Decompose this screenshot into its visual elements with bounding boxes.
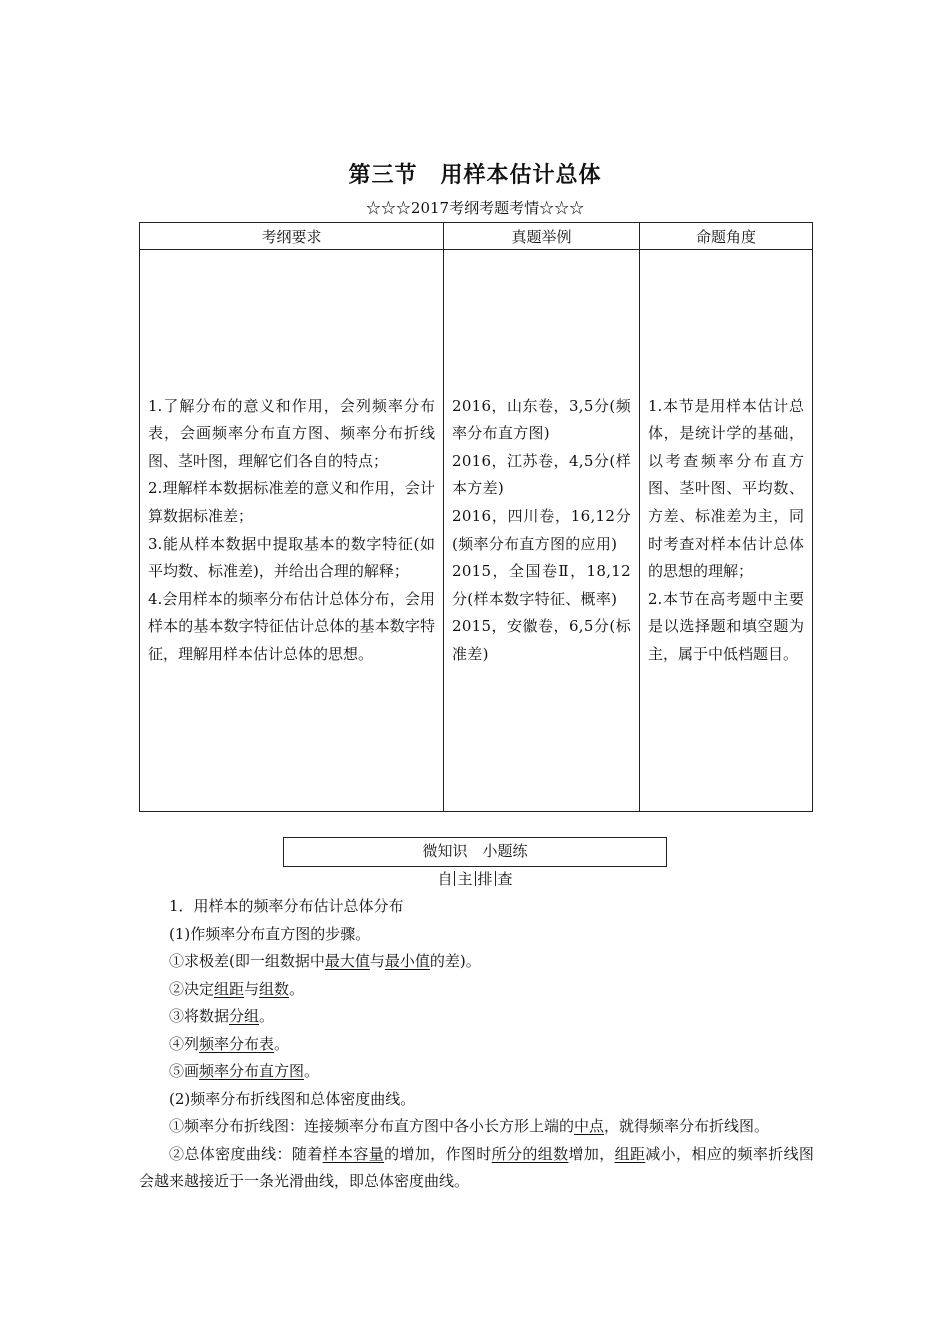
heading-frequency-distribution: 1．用样本的频率分布估计总体分布 (169, 897, 404, 915)
blank-answer: 组距 (214, 979, 245, 998)
blank-answer: 组距 (614, 1144, 646, 1163)
frequency-polygon-definition: ①频率分布折线图：连接频率分布直方图中各小长方形上端的中点，就得频率分布折线图。 (169, 1117, 770, 1135)
tag-char: 排 (477, 870, 493, 888)
header-angle: 命题角度 (640, 223, 813, 250)
blank-answer: 样本容量 (322, 1144, 385, 1163)
examples-cell (444, 250, 640, 812)
subheading-polygon-density: (2)频率分布折线图和总体密度曲线。 (169, 1089, 416, 1108)
example-item: 2016，山东卷，3,5分(频率分布直方图) (452, 396, 631, 443)
angle-item: 2.本节在高考题中主要是以选择题和填空题为主，属于中低档题目。 (648, 589, 804, 663)
requirement-item: 4.会用样本的频率分布估计总体分布，会用样本的基本数字特征估计总体的基本数字特征，理解用样本估计总体的思想。 (148, 589, 435, 663)
exam-info-subtitle: ☆☆☆2017考纲考题考情☆☆☆ (365, 199, 585, 217)
requirement-item: 2.理解样本数据标准差的意义和作用，会计算数据标准差； (148, 479, 435, 525)
step-interval: ②决定组距与组数。 (169, 979, 305, 998)
body-text (139, 893, 814, 1196)
micro-knowledge-box: 微知识 小题练 (283, 837, 667, 867)
table-header-row (140, 223, 813, 250)
header-examples: 真题举例 (444, 223, 640, 250)
tag-char: 查 (497, 870, 513, 888)
example-item: 2016，四川卷，16,12分(频率分布直方图的应用) (452, 506, 631, 553)
example-item: 2015，全国卷Ⅱ，18,12分(样本数字特征、概率) (452, 562, 631, 608)
blank-answer: 频率分布直方图 (199, 1062, 305, 1080)
exam-requirements-table (139, 222, 813, 812)
blank-answer: 分组 (229, 1007, 260, 1025)
example-item: 2016，江苏卷，4,5分(样本方差) (452, 451, 631, 498)
step-histogram: ⑤画频率分布直方图。 (169, 1062, 320, 1080)
table-row (140, 250, 813, 812)
tag-char: 自 (437, 870, 453, 888)
tag-divider (475, 871, 476, 886)
example-item: 2015，安徽卷，6,5分(标准差) (452, 617, 631, 663)
angle-item: 1.本节是用样本估计总体，是统计学的基础，以考查频率分布直方图、茎叶图、平均数、方差、标准差为主，同时考查对样本估计总体的思想的理解； (648, 396, 804, 581)
blank-answer: 中点 (574, 1117, 605, 1135)
tag-char: 主 (457, 870, 473, 888)
requirement-item: 1.了解分布的意义和作用，会列频率分布表，会画频率分布直方图、频率分布折线图、茎叶图，理解它们各自的特点； (148, 396, 435, 470)
blank-answer: 最小值 (384, 952, 430, 970)
self-check-tags (0, 868, 950, 889)
requirements-cell (140, 250, 444, 812)
header-requirements: 考纲要求 (140, 223, 444, 250)
angle-cell (640, 250, 813, 812)
subheading-histogram-steps: (1)作频率分布直方图的步骤。 (169, 924, 371, 943)
blank-answer: 所分的组数 (491, 1144, 569, 1163)
requirement-item: 3.能从样本数据中提取基本的数字特征(如平均数、标准差)，并给出合理的解释； (148, 534, 435, 581)
step-range: ①求极差(即一组数据中最大值与最小值的差)。 (169, 952, 481, 970)
density-curve-definition: ②总体密度曲线：随着样本容量的增加，作图时所分的组数增加，组距减小，相应的频率折线图会越来越接近于一条光滑曲线，即总体密度曲线。 (139, 1144, 814, 1190)
blank-answer: 频率分布表 (199, 1034, 275, 1053)
step-table: ④列频率分布表。 (169, 1034, 290, 1053)
step-grouping: ③将数据分组。 (169, 1007, 275, 1025)
blank-answer: 最大值 (324, 952, 370, 970)
tag-divider (495, 871, 496, 886)
tag-divider (454, 871, 455, 886)
section-title: 第三节 用样本估计总体 (348, 163, 602, 188)
blank-answer: 组数 (259, 979, 290, 998)
